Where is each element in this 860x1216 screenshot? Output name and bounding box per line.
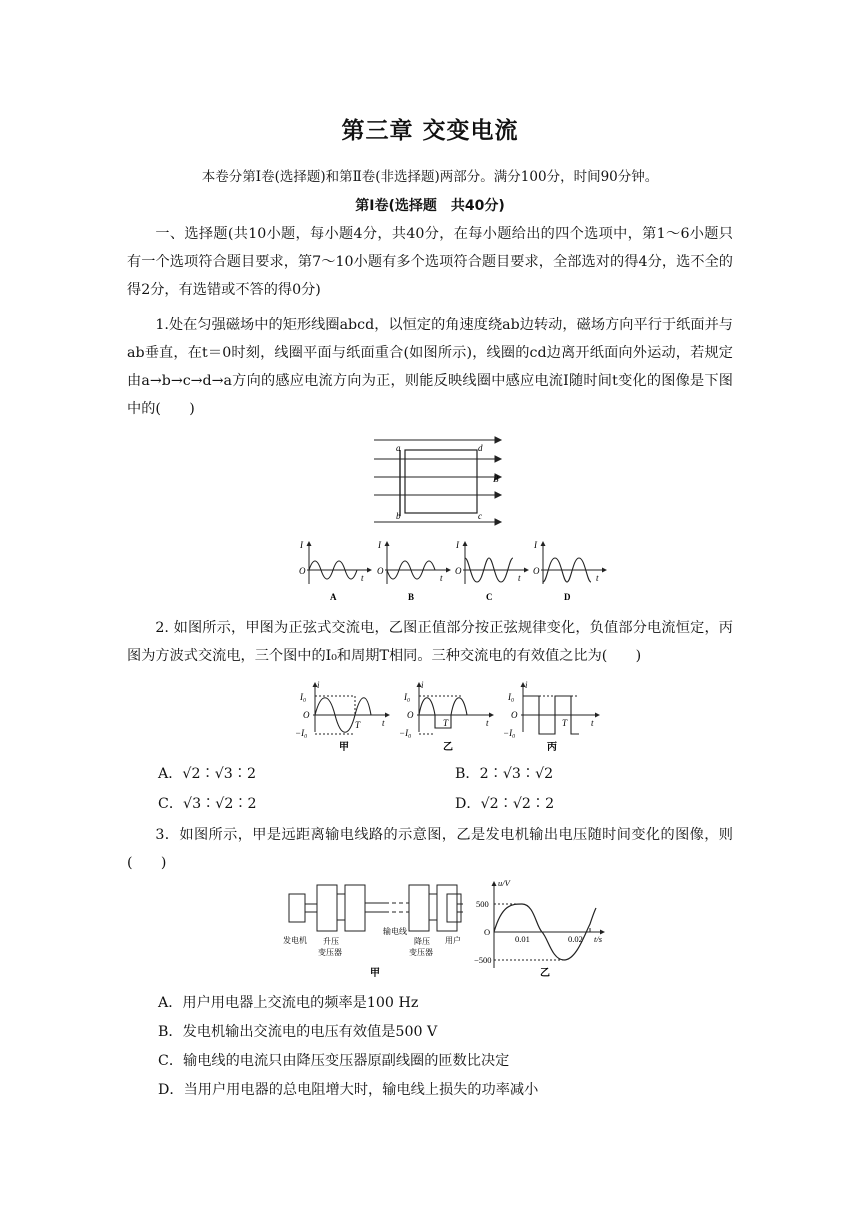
x-tick-001: 0.01 [515, 934, 530, 944]
corner-c-label: c [478, 511, 482, 521]
jia-I0-label: I₀ [300, 692, 307, 702]
q2-option-b[interactable]: B．2∶√3∶√2 [455, 766, 554, 782]
step-up-label-2: 变压器 [318, 948, 342, 957]
q2-option-c[interactable]: C．√3∶√2∶2 [158, 796, 257, 812]
corner-d-label: d [478, 443, 483, 453]
section-heading: 第Ⅰ卷(选择题 共40分) [355, 198, 505, 214]
t-axis-label: t/s [594, 934, 603, 944]
yi-i-label: i [421, 680, 424, 690]
graph-a-I-label: I [300, 540, 303, 550]
jia-caption: 甲 [339, 742, 349, 753]
yi-I0-label: I₀ [404, 692, 411, 702]
transmission-line-label: 输电线 [383, 927, 407, 936]
bing-caption: 丙 [547, 742, 557, 753]
graph-d-t-label: t [596, 573, 599, 583]
question-2-text: 2. 如图所示，甲图为正弦式交流电，乙图正值部分按正弦规律变化，负值部分电流恒定，丙图为方波式交流电，三个图中的I₀和周期T相同。三种交流电的有效值之比为( ) [127, 620, 733, 664]
graph-a-t-label: t [361, 573, 364, 583]
yi-origin: O [407, 710, 414, 720]
step-down-label-1: 降压 [414, 937, 430, 946]
page-title: 第三章 交变电流 [341, 118, 519, 144]
u-axis-label: u/V [498, 878, 510, 888]
q1-option-graphs [297, 538, 607, 606]
yi-T-label: T [443, 718, 449, 728]
jia-negI0-label: −I₀ [295, 728, 308, 738]
generator-label: 发电机 [283, 936, 307, 945]
q2-option-d[interactable]: D．√2∶√2∶2 [455, 796, 555, 812]
graph-b-origin: O [377, 566, 384, 576]
field-B-label: B [493, 474, 499, 484]
graph-d-label: D [564, 592, 571, 602]
voltage-time-graph [474, 876, 614, 980]
bing-t-label: t [591, 718, 594, 728]
coil-in-field-figure [360, 430, 510, 530]
transmission-line-diagram [283, 880, 468, 980]
bing-negI0-label: −I₀ [503, 728, 516, 738]
graph-d-origin: O [533, 566, 540, 576]
yi-figure-caption: 乙 [540, 968, 550, 979]
yi-t-label: t [486, 718, 489, 728]
graph-b-I-label: I [378, 540, 381, 550]
q3-option-d[interactable]: D．当用户用电器的总电阻增大时，输电线上损失的功率减小 [158, 1082, 539, 1098]
graph-d-I-label: I [534, 540, 537, 550]
x-tick-002: 0.02 [568, 934, 583, 944]
question-1-text: 1.处在匀强磁场中的矩形线圈abcd，以恒定的角速度绕ab边转动，磁场方向平行于纸面并与ab垂直，在t＝0时刻，线圈平面与纸面重合(如图所示)，线圈的cd边离开纸面向外运动，若规定由a→b→c→d→a方向的感应电流方向为正，则能反映线圈中感应电流I随时间t变化的图像是下图中的( ) [127, 317, 733, 417]
graph-b-label: B [408, 592, 415, 602]
graph-a-label: A [330, 592, 337, 602]
instructions: 一、选择题(共10小题，每小题4分，共40分，在每小题给出的四个选项中，第1～6小题只有一个选项符合题目要求，第7～10小题有多个选项符合题目要求，全部选对的得4分，选不全的得2分，有选错或不答的得0分) [127, 226, 733, 298]
step-up-label-1: 升压 [323, 937, 339, 946]
graph-c-t-label: t [518, 573, 521, 583]
graph-a-origin: O [299, 566, 306, 576]
bing-i-label: i [525, 680, 528, 690]
origin-label: O [484, 927, 491, 937]
q3-option-c[interactable]: C．输电线的电流只由降压变压器原副线圈的匝数比决定 [158, 1053, 510, 1069]
corner-a-label: a [396, 443, 401, 453]
yi-negI0-label: −I₀ [399, 728, 412, 738]
jia-T-label: T [355, 720, 361, 730]
y-tick-500: 500 [476, 899, 489, 909]
exam-intro: 本卷分第Ⅰ卷(选择题)和第Ⅱ卷(非选择题)两部分。满分100分，时间90分钟。 [201, 169, 659, 185]
user-label: 用户 [445, 936, 461, 945]
jia-i-label: i [317, 680, 320, 690]
step-down-label-2: 变压器 [409, 948, 433, 957]
q2-waveform-graphs [283, 678, 605, 756]
q3-option-a[interactable]: A．用户用电器上交流电的频率是100 Hz [158, 995, 419, 1011]
bing-T-label: T [562, 718, 568, 728]
jia-origin: O [303, 710, 310, 720]
yi-caption: 乙 [443, 742, 453, 753]
y-tick-neg500: −500 [474, 955, 492, 965]
jia-figure-caption: 甲 [370, 968, 380, 979]
corner-b-label: b [396, 511, 401, 521]
graph-c-label: C [486, 592, 493, 602]
question-3-text: 3．如图所示，甲是远距离输电线路的示意图，乙是发电机输出电压随时间变化的图像，则( ) [127, 827, 733, 871]
q3-option-b[interactable]: B．发电机输出交流电的电压有效值是500 V [158, 1024, 438, 1040]
bing-origin: O [511, 710, 518, 720]
jia-t-label: t [382, 718, 385, 728]
bing-I0-label: I₀ [508, 692, 515, 702]
q2-option-a[interactable]: A．√2∶√3∶2 [158, 766, 256, 782]
graph-c-origin: O [455, 566, 462, 576]
graph-b-t-label: t [440, 573, 443, 583]
graph-c-I-label: I [456, 540, 459, 550]
